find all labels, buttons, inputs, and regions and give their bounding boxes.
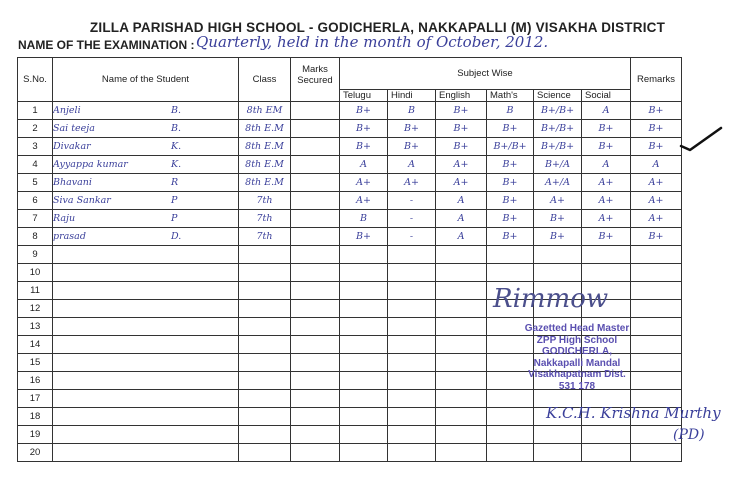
stamp-line: GODICHERLA, bbox=[542, 346, 612, 357]
cell-name bbox=[53, 210, 239, 228]
cell-hindi bbox=[388, 246, 436, 264]
cell-remarks: A bbox=[631, 156, 682, 174]
student-name: prasad bbox=[53, 231, 86, 242]
cell-telugu bbox=[340, 408, 388, 426]
cell-marks bbox=[291, 300, 340, 318]
cell-english: A+ bbox=[436, 156, 487, 174]
cell-cls: 8th E.M bbox=[239, 138, 291, 156]
student-row bbox=[18, 426, 682, 444]
cell-hindi: A+ bbox=[388, 174, 436, 192]
cell-maths: B bbox=[487, 102, 534, 120]
cell-hindi: B+ bbox=[388, 120, 436, 138]
cell-telugu: B+ bbox=[340, 138, 388, 156]
student-initial: D. bbox=[171, 231, 182, 242]
cell-telugu: A bbox=[340, 156, 388, 174]
cell-hindi bbox=[388, 390, 436, 408]
cell-hindi bbox=[388, 372, 436, 390]
student-name: Siva Sankar bbox=[53, 195, 111, 206]
cell-marks bbox=[291, 138, 340, 156]
headmaster-signature: Rimmow bbox=[493, 284, 609, 314]
cell-english: A bbox=[436, 228, 487, 246]
cell-name bbox=[53, 336, 239, 354]
cell-sno: 10 bbox=[18, 264, 53, 282]
student-row bbox=[18, 138, 682, 156]
cell-hindi: - bbox=[388, 228, 436, 246]
cell-telugu bbox=[340, 444, 388, 462]
cell-marks bbox=[291, 174, 340, 192]
cell-marks bbox=[291, 228, 340, 246]
exam-label: NAME OF THE EXAMINATION : bbox=[18, 38, 195, 52]
cell-english: A bbox=[436, 210, 487, 228]
cell-marks bbox=[291, 390, 340, 408]
cell-social: B+ bbox=[582, 138, 631, 156]
cell-english: A bbox=[436, 192, 487, 210]
student-initial: P bbox=[171, 213, 178, 224]
cell-name bbox=[53, 192, 239, 210]
headmaster-stamp bbox=[512, 323, 642, 392]
stamp-line: 531 178 bbox=[558, 380, 596, 392]
marks-header: Marks Secured bbox=[291, 58, 340, 102]
cell-english: B+ bbox=[436, 120, 487, 138]
school-title: ZILLA PARISHAD HIGH SCHOOL - GODICHERLA, NAKKAPALLI (M) VISAKHA DISTRICT bbox=[89, 20, 666, 35]
cell-remarks bbox=[631, 444, 682, 462]
maths-header: Math's bbox=[487, 90, 534, 102]
cell-science: A+/A bbox=[534, 174, 582, 192]
cell-hindi: B bbox=[388, 102, 436, 120]
cell-sno: 17 bbox=[18, 390, 53, 408]
cell-marks bbox=[291, 120, 340, 138]
cell-english bbox=[436, 264, 487, 282]
cell-english: B+ bbox=[436, 102, 487, 120]
student-row bbox=[18, 174, 682, 192]
cell-name bbox=[53, 138, 239, 156]
cell-maths: B+ bbox=[487, 192, 534, 210]
cell-maths: B+ bbox=[487, 174, 534, 192]
cell-telugu: B bbox=[340, 210, 388, 228]
cell-hindi bbox=[388, 354, 436, 372]
cell-cls bbox=[239, 336, 291, 354]
cell-telugu: B+ bbox=[340, 102, 388, 120]
cell-social: A+ bbox=[582, 210, 631, 228]
remarks-header: Remarks bbox=[631, 58, 682, 102]
cell-sno: 19 bbox=[18, 426, 53, 444]
cell-remarks bbox=[631, 246, 682, 264]
cell-remarks bbox=[631, 300, 682, 318]
cell-english bbox=[436, 300, 487, 318]
teacher-signature: K.C.H. Krishna Murthy bbox=[546, 404, 721, 422]
cell-sno: 12 bbox=[18, 300, 53, 318]
cell-social: A+ bbox=[582, 174, 631, 192]
cell-cls bbox=[239, 354, 291, 372]
cell-science: A+ bbox=[534, 192, 582, 210]
cell-name bbox=[53, 354, 239, 372]
cell-english bbox=[436, 336, 487, 354]
cell-remarks: B+ bbox=[631, 228, 682, 246]
cell-telugu bbox=[340, 246, 388, 264]
cell-sno: 6 bbox=[18, 192, 53, 210]
cell-cls bbox=[239, 282, 291, 300]
cell-telugu bbox=[340, 318, 388, 336]
cell-telugu bbox=[340, 300, 388, 318]
student-name: Raju bbox=[53, 213, 76, 224]
cell-telugu bbox=[340, 282, 388, 300]
cell-science bbox=[534, 426, 582, 444]
sno-header: S.No. bbox=[18, 58, 53, 102]
student-row bbox=[18, 192, 682, 210]
telugu-header: Telugu bbox=[340, 90, 388, 102]
cell-remarks: B+ bbox=[631, 120, 682, 138]
cell-maths bbox=[487, 264, 534, 282]
cell-social bbox=[582, 264, 631, 282]
cell-sno: 1 bbox=[18, 102, 53, 120]
cell-name bbox=[53, 426, 239, 444]
cell-telugu bbox=[340, 426, 388, 444]
cell-name bbox=[53, 156, 239, 174]
cell-name bbox=[53, 282, 239, 300]
cell-social bbox=[582, 246, 631, 264]
cell-remarks: A+ bbox=[631, 174, 682, 192]
cell-science bbox=[534, 444, 582, 462]
cell-science: B+/B+ bbox=[534, 138, 582, 156]
cell-english bbox=[436, 372, 487, 390]
cell-hindi: B+ bbox=[388, 138, 436, 156]
cell-social bbox=[582, 426, 631, 444]
cell-sno: 2 bbox=[18, 120, 53, 138]
cell-telugu bbox=[340, 372, 388, 390]
cell-social bbox=[582, 444, 631, 462]
cell-remarks bbox=[631, 264, 682, 282]
exam-value: Quarterly, held in the month of October, 2012. bbox=[196, 33, 549, 51]
cell-science bbox=[534, 246, 582, 264]
student-row bbox=[18, 444, 682, 462]
cell-remarks bbox=[631, 282, 682, 300]
cell-maths: B+ bbox=[487, 120, 534, 138]
student-initial: B. bbox=[171, 123, 182, 134]
cell-science bbox=[534, 264, 582, 282]
cell-marks bbox=[291, 426, 340, 444]
cell-hindi bbox=[388, 444, 436, 462]
student-name: Divakar bbox=[53, 141, 91, 152]
cell-telugu: B+ bbox=[340, 120, 388, 138]
cell-hindi: A bbox=[388, 156, 436, 174]
student-name: Anjeli bbox=[53, 105, 81, 116]
cell-name bbox=[53, 444, 239, 462]
cell-marks bbox=[291, 210, 340, 228]
cell-cls: 7th bbox=[239, 228, 291, 246]
cell-english bbox=[436, 354, 487, 372]
cell-science: B+ bbox=[534, 228, 582, 246]
cell-marks bbox=[291, 444, 340, 462]
cell-marks bbox=[291, 156, 340, 174]
cell-cls bbox=[239, 444, 291, 462]
student-initial: B. bbox=[171, 105, 182, 116]
cell-hindi bbox=[388, 264, 436, 282]
cell-hindi: - bbox=[388, 210, 436, 228]
cell-hindi bbox=[388, 408, 436, 426]
cell-marks bbox=[291, 408, 340, 426]
cell-cls: 8th E.M bbox=[239, 120, 291, 138]
cell-social: A bbox=[582, 156, 631, 174]
cell-maths bbox=[487, 444, 534, 462]
cell-name bbox=[53, 408, 239, 426]
cell-name bbox=[53, 174, 239, 192]
cell-name bbox=[53, 120, 239, 138]
cell-sno: 7 bbox=[18, 210, 53, 228]
cell-name bbox=[53, 264, 239, 282]
social-header: Social bbox=[582, 90, 631, 102]
cell-cls: 7th bbox=[239, 192, 291, 210]
cell-english: A+ bbox=[436, 174, 487, 192]
cell-telugu bbox=[340, 390, 388, 408]
cell-sno: 15 bbox=[18, 354, 53, 372]
cell-remarks: A+ bbox=[631, 192, 682, 210]
cell-maths bbox=[487, 246, 534, 264]
student-row bbox=[18, 156, 682, 174]
cell-english bbox=[436, 408, 487, 426]
cell-hindi bbox=[388, 300, 436, 318]
cell-marks bbox=[291, 282, 340, 300]
cell-english bbox=[436, 318, 487, 336]
cell-english bbox=[436, 246, 487, 264]
cell-cls: 8th E.M bbox=[239, 174, 291, 192]
student-name: Ayyappa kumar bbox=[53, 159, 128, 170]
student-name: Bhavani bbox=[53, 177, 92, 188]
cell-sno: 9 bbox=[18, 246, 53, 264]
cell-cls: 8th EM bbox=[239, 102, 291, 120]
cell-sno: 11 bbox=[18, 282, 53, 300]
student-name: Sai teeja bbox=[53, 123, 95, 134]
cell-name bbox=[53, 318, 239, 336]
cell-cls bbox=[239, 300, 291, 318]
student-initial: K. bbox=[171, 159, 182, 170]
cell-maths: B+ bbox=[487, 156, 534, 174]
cell-social: B+ bbox=[582, 120, 631, 138]
cell-remarks: A+ bbox=[631, 210, 682, 228]
hindi-header: Hindi bbox=[388, 90, 436, 102]
cell-marks bbox=[291, 336, 340, 354]
student-row bbox=[18, 228, 682, 246]
cell-english bbox=[436, 444, 487, 462]
student-initial: R bbox=[171, 177, 179, 188]
class-header: Class bbox=[239, 58, 291, 102]
cell-telugu bbox=[340, 354, 388, 372]
cell-cls bbox=[239, 372, 291, 390]
cell-cls bbox=[239, 246, 291, 264]
cell-social: A+ bbox=[582, 192, 631, 210]
cell-maths: B+ bbox=[487, 228, 534, 246]
cell-marks bbox=[291, 264, 340, 282]
student-row bbox=[18, 102, 682, 120]
cell-english bbox=[436, 426, 487, 444]
student-row bbox=[18, 210, 682, 228]
cell-social: A bbox=[582, 102, 631, 120]
teacher-signature-suffix: (PD) bbox=[673, 427, 705, 443]
cell-maths: B+ bbox=[487, 210, 534, 228]
cell-sno: 8 bbox=[18, 228, 53, 246]
student-row bbox=[18, 120, 682, 138]
cell-maths bbox=[487, 408, 534, 426]
cell-telugu: A+ bbox=[340, 192, 388, 210]
cell-marks bbox=[291, 192, 340, 210]
cell-sno: 5 bbox=[18, 174, 53, 192]
student-row bbox=[18, 264, 682, 282]
name-header: Name of the Student bbox=[53, 58, 239, 102]
cell-social: B+ bbox=[582, 228, 631, 246]
cell-name bbox=[53, 300, 239, 318]
cell-remarks: B+ bbox=[631, 138, 682, 156]
cell-maths bbox=[487, 390, 534, 408]
cell-science: B+/A bbox=[534, 156, 582, 174]
english-header: English bbox=[436, 90, 487, 102]
cell-cls bbox=[239, 426, 291, 444]
science-header: Science bbox=[534, 90, 582, 102]
stamp-line: Nakkapalli Mandal bbox=[533, 357, 621, 369]
cell-sno: 3 bbox=[18, 138, 53, 156]
student-initial: P bbox=[171, 195, 178, 206]
cell-hindi bbox=[388, 426, 436, 444]
student-initial: K. bbox=[171, 141, 182, 152]
stamp-line: Visakhapatnam Dist. bbox=[528, 369, 626, 380]
cell-telugu bbox=[340, 264, 388, 282]
cell-name bbox=[53, 246, 239, 264]
cell-hindi: - bbox=[388, 192, 436, 210]
cell-name bbox=[53, 102, 239, 120]
cell-cls: 7th bbox=[239, 210, 291, 228]
cell-sno: 13 bbox=[18, 318, 53, 336]
cell-telugu: B+ bbox=[340, 228, 388, 246]
cell-cls: 8th E.M bbox=[239, 156, 291, 174]
marks-table bbox=[17, 57, 682, 462]
cell-name bbox=[53, 390, 239, 408]
cell-marks bbox=[291, 318, 340, 336]
cell-marks bbox=[291, 102, 340, 120]
cell-sno: 14 bbox=[18, 336, 53, 354]
cell-cls bbox=[239, 264, 291, 282]
cell-telugu bbox=[340, 336, 388, 354]
cell-sno: 18 bbox=[18, 408, 53, 426]
cell-remarks: B+ bbox=[631, 102, 682, 120]
cell-marks bbox=[291, 372, 340, 390]
cell-hindi bbox=[388, 318, 436, 336]
cell-name bbox=[53, 372, 239, 390]
cell-cls bbox=[239, 390, 291, 408]
student-row bbox=[18, 246, 682, 264]
cell-maths bbox=[487, 426, 534, 444]
cell-sno: 4 bbox=[18, 156, 53, 174]
cell-cls bbox=[239, 408, 291, 426]
cell-sno: 20 bbox=[18, 444, 53, 462]
subject-wise-header: Subject Wise bbox=[340, 58, 631, 90]
cell-maths: B+/B+ bbox=[487, 138, 534, 156]
cell-science: B+/B+ bbox=[534, 120, 582, 138]
cell-science: B+/B+ bbox=[534, 102, 582, 120]
cell-marks bbox=[291, 354, 340, 372]
cell-english: B+ bbox=[436, 138, 487, 156]
stamp-line: Gazetted Head Master bbox=[524, 323, 630, 334]
cell-hindi bbox=[388, 336, 436, 354]
cell-cls bbox=[239, 318, 291, 336]
cell-science: B+ bbox=[534, 210, 582, 228]
cell-marks bbox=[291, 246, 340, 264]
cell-hindi bbox=[388, 282, 436, 300]
cell-telugu: A+ bbox=[340, 174, 388, 192]
cell-english bbox=[436, 282, 487, 300]
cell-sno: 16 bbox=[18, 372, 53, 390]
cell-name bbox=[53, 228, 239, 246]
stamp-line: ZPP High School bbox=[536, 334, 618, 346]
cell-english bbox=[436, 390, 487, 408]
